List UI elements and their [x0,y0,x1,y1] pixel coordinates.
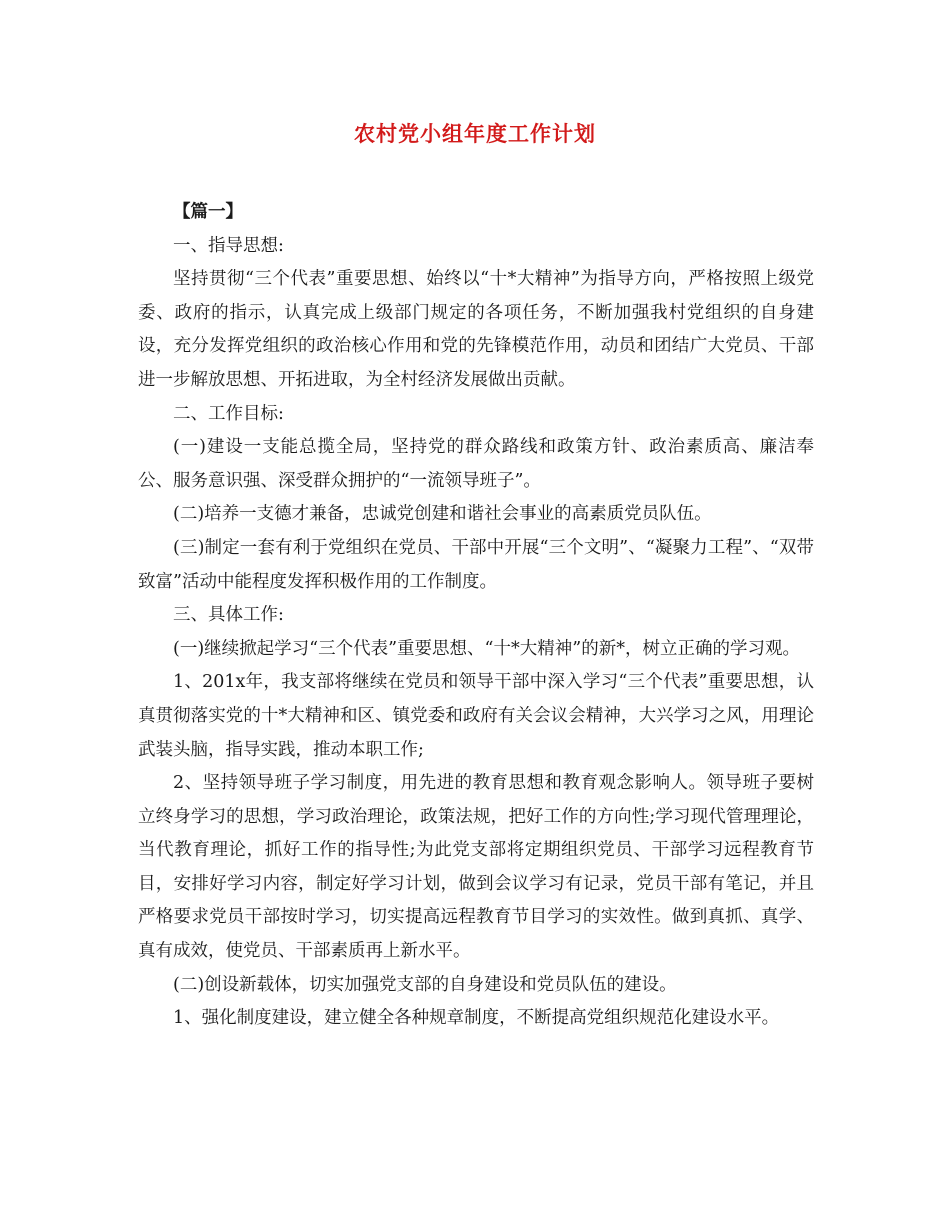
section-label: 【篇一】 [173,202,243,222]
paragraph-guiding-thought: 坚持贯彻“三个代表”重要思想、始终以“十*大精神”为指导方向，严格按照上级党委、政府的指示，认真完成上级部门规定的各项任务，不断加强我村党组织的自身建设，充分发挥党组织的政治核心作用和党的先锋模范作用，动员和团结广大党员、干部进一步解放思想、开拓进取，为全村经济发展做出贡献。 [138,269,814,390]
paragraph-work-1: (一)继续掀起学习“三个代表”重要思想、“十*大精神”的新*，树立正确的学习观。 [173,638,800,659]
heading-guiding-thought: 一、指导思想: [173,235,284,256]
paragraph-goal-2: (二)培养一支德才兼备，忠诚党创建和谐社会事业的高素质党员队伍。 [173,504,712,525]
document-body [138,196,814,1036]
document-title: 农村党小组年度工作计划 [354,121,596,146]
heading-specific-work: 三、具体工作: [173,605,284,626]
paragraph-goal-1: (一)建设一支能总揽全局，坚持党的群众路线和政策方针、政治素质高、廉洁奉公、服务意识强、深受群众拥护的“一流领导班子”。 [138,437,814,491]
paragraph-work-2-item-1: 1、强化制度建设，建立健全各种规章制度，不断提高党组织规范化建设水平。 [173,1008,780,1029]
paragraph-goal-3: (三)制定一套有利于党组织在党员、干部中开展“三个文明”、“凝聚力工程”、“双带致富”活动中能程度发挥积极作用的工作制度。 [138,537,814,592]
paragraph-work-2: (二)创设新载体，切实加强党支部的自身建设和党员队伍的建设。 [173,974,677,995]
heading-work-goals: 二、工作目标: [173,403,284,424]
paragraph-work-1-item-1: 1、201x年，我支部将继续在党员和领导干部中深入学习“三个代表”重要思想，认真贯彻落实党的十*大精神和区、镇党委和政府有关会议会精神，大兴学习之风，用理论武装头脑，指导实践，推动本职工作; [138,672,814,760]
paragraph-work-1-item-2: 2、坚持领导班子学习制度，用先进的教育思想和教育观念影响人。领导班子要树立终身学习的思想，学习政治理论，政策法规，把好工作的方向性;学习现代管理理论，当代教育理论，抓好工作的指导性;为此党支部将定期组织党员、干部学习远程教育节目，安排好学习内容，制定好学习计划，做到会议学习有记录，党员干部有笔记，并且严格要求党员干部按时学习，切实提高远程教育节目学习的实效性。做到真抓、真学、真有成效，使党员、干部素质再上新水平。 [138,773,814,962]
